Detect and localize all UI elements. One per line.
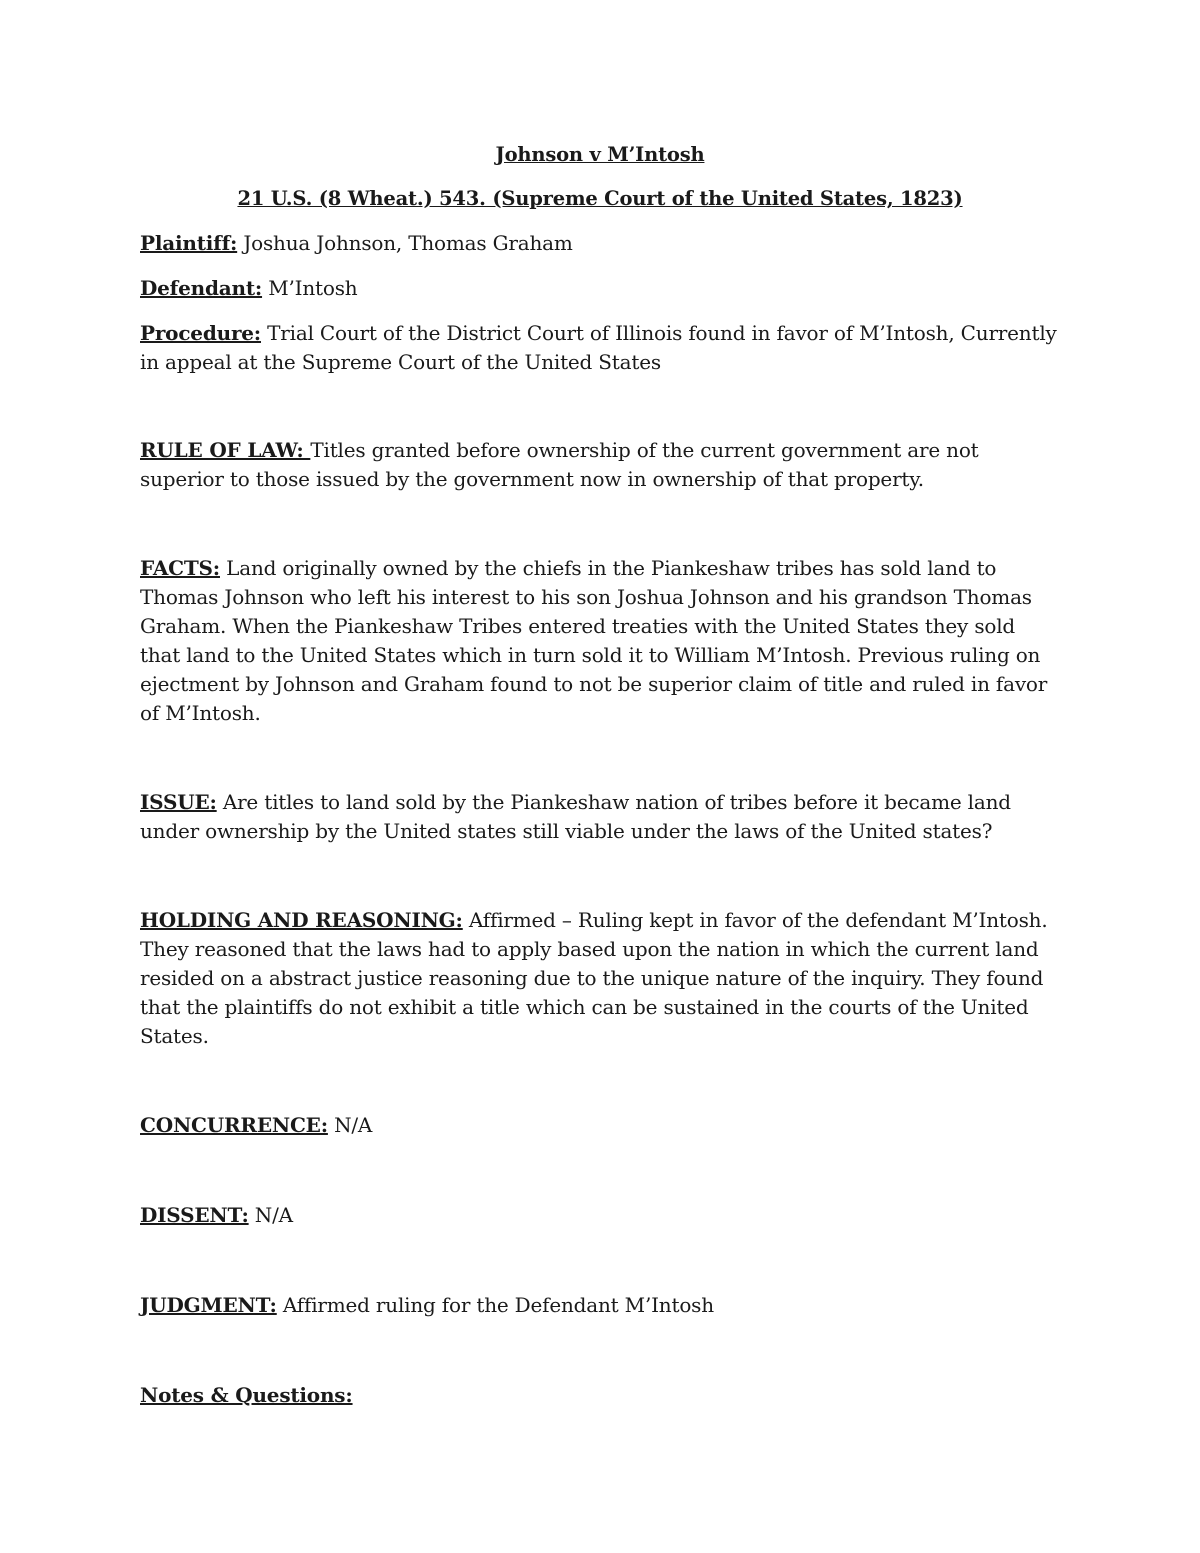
procedure-section <box>140 319 1060 377</box>
holding-text: Affirmed – Ruling kept in favor of the defendant M’Intosh. They reasoned that the laws had to apply based upon the nation in which the current land resided on a abstract justice reasoning due to the unique nature of the inquiry. They found that the plaintiffs do not exhibit a title which can be sustained in the courts of the United States. <box>140 908 1048 1048</box>
case-title: Johnson v M’Intosh <box>495 143 705 166</box>
rule-of-law-label: RULE OF LAW: <box>140 438 311 462</box>
plaintiff-text: Joshua Johnson, Thomas Graham <box>237 231 573 255</box>
rule-of-law-text: Titles granted before ownership of the current government are not superior to those issued by the government now in ownership of that property. <box>140 438 979 491</box>
defendant-section <box>140 274 1060 303</box>
notes-label: Notes & Questions: <box>140 1383 353 1407</box>
concurrence-section <box>140 1111 1060 1140</box>
issue-section <box>140 788 1060 846</box>
dissent-text: N/A <box>248 1203 293 1227</box>
judgment-section <box>140 1291 1060 1320</box>
rule-of-law-section <box>140 436 1060 494</box>
concurrence-label: CONCURRENCE: <box>140 1113 328 1137</box>
procedure-text: Trial Court of the District Court of Illinois found in favor of M’Intosh, Currently in appeal at the Supreme Court of the United States <box>140 321 1057 374</box>
case-citation: 21 U.S. (8 Wheat.) 543. (Supreme Court of the United States, 1823) <box>237 187 963 210</box>
holding-label: HOLDING AND REASONING: <box>140 908 463 932</box>
document-body <box>140 140 1060 1410</box>
dissent-label: DISSENT: <box>140 1203 249 1227</box>
plaintiff-section <box>140 229 1060 258</box>
holding-section <box>140 906 1060 1051</box>
issue-text: Are titles to land sold by the Piankeshaw nation of tribes before it became land under ownership by the United states still viable under the laws of the United states? <box>140 790 1011 843</box>
defendant-label: Defendant: <box>140 276 263 300</box>
facts-label: FACTS: <box>140 556 220 580</box>
notes-section <box>140 1381 1060 1410</box>
plaintiff-label: Plaintiff: <box>140 231 238 255</box>
concurrence-text: N/A <box>327 1113 373 1137</box>
facts-section <box>140 554 1060 728</box>
judgment-label: JUDGMENT: <box>140 1293 277 1317</box>
dissent-section <box>140 1201 1060 1230</box>
judgment-text: Affirmed ruling for the Defendant M’Intosh <box>276 1293 714 1317</box>
issue-label: ISSUE: <box>140 790 217 814</box>
procedure-label: Procedure: <box>140 321 261 345</box>
defendant-text: M’Intosh <box>262 276 358 300</box>
facts-text: Land originally owned by the chiefs in the Piankeshaw tribes has sold land to Thomas Johnson who left his interest to his son Joshua Johnson and his grandson Thomas Graham. When the Piankeshaw Tribes entered treaties with the United States they sold that land to the United States which in turn sold it to William M’Intosh. Previous ruling on ejectment by Johnson and Graham found to not be superior claim of title and ruled in favor of M’Intosh. <box>140 556 1048 725</box>
